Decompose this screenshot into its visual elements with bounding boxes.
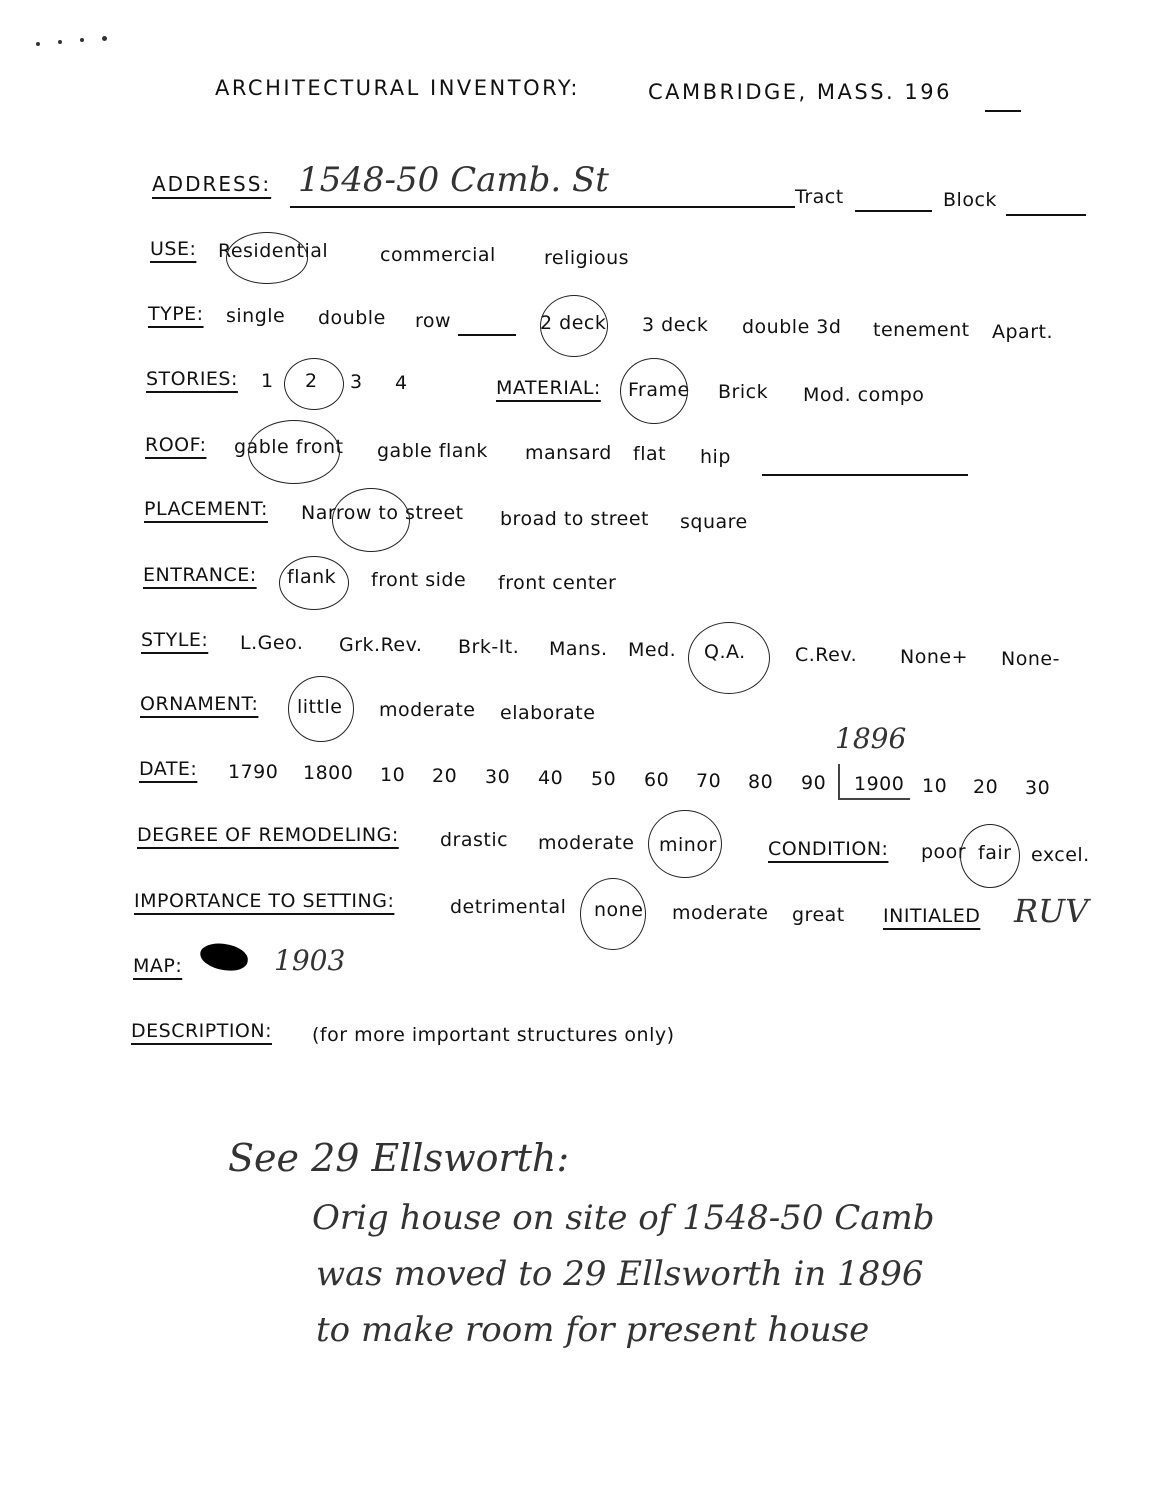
remodeling-option-drastic: drastic: [440, 829, 509, 851]
placement-option-broad: broad to street: [500, 508, 650, 530]
date-option-20: 20: [432, 765, 458, 787]
date-option-1930: 30: [1025, 777, 1051, 799]
roof-option-flat: flat: [633, 443, 667, 465]
placement-label: PLACEMENT:: [144, 498, 268, 520]
block-line: [1006, 214, 1086, 216]
style-option-grk-rev: Grk.Rev.: [339, 634, 423, 656]
style-option-l-geo: L.Geo.: [240, 632, 304, 654]
entrance-option-flank: flank: [287, 566, 337, 588]
description-note: (for more important structures only): [312, 1024, 675, 1046]
remodeling-selection-circle: [648, 810, 722, 878]
placement-option-square: square: [680, 511, 748, 533]
date-label: DATE:: [139, 758, 198, 780]
material-label: MATERIAL:: [496, 377, 601, 399]
description-label: DESCRIPTION:: [131, 1020, 273, 1042]
condition-label: CONDITION:: [768, 838, 889, 860]
date-option-90: 90: [801, 772, 827, 794]
style-selection-circle: [688, 622, 770, 694]
date-option-80: 80: [748, 771, 774, 793]
material-option-mod-compo: Mod. compo: [803, 384, 925, 406]
type-option-double: double: [318, 307, 386, 329]
style-option-med: Med.: [628, 639, 677, 661]
date-option-30: 30: [485, 766, 511, 788]
date-option-1910: 10: [922, 775, 948, 797]
date-option-1900: 1900: [854, 773, 905, 795]
stories-label: STORIES:: [146, 368, 238, 390]
type-option-2-deck: 2 deck: [540, 312, 607, 334]
style-option-brk-it: Brk-It.: [458, 636, 520, 658]
initialed-value: RUV: [1014, 892, 1089, 930]
entrance-selection-circle: [279, 556, 349, 610]
address-value: 1548-50 Camb. St: [298, 160, 609, 200]
type-label: TYPE:: [148, 303, 204, 325]
style-option-c-rev: C.Rev.: [795, 644, 858, 666]
importance-option-moderate: moderate: [672, 902, 769, 924]
importance-selection-circle: [580, 878, 646, 950]
ornament-option-elaborate: elaborate: [500, 702, 596, 724]
date-option-70: 70: [696, 770, 722, 792]
material-option-frame: Frame: [628, 379, 690, 401]
date-option-1790: 1790: [228, 761, 279, 783]
remodeling-option-moderate: moderate: [538, 832, 635, 854]
importance-option-great: great: [792, 904, 845, 926]
type-option-double-3d: double 3d: [742, 316, 842, 338]
description-line-1: See 29 Ellsworth:: [228, 1136, 570, 1180]
date-handwritten-year: 1896: [835, 722, 907, 755]
condition-selection-circle: [960, 824, 1020, 888]
description-line-4: to make room for present house: [316, 1310, 870, 1350]
type-option-single: single: [226, 305, 286, 327]
entrance-label: ENTRANCE:: [143, 564, 257, 586]
importance-option-none: none: [594, 899, 644, 921]
type-option-apart: Apart.: [992, 321, 1054, 343]
condition-option-excel: excel.: [1031, 844, 1090, 866]
type-selection-circle: [540, 295, 608, 357]
ornament-option-little: little: [297, 696, 343, 718]
roof-other-line: [762, 474, 968, 476]
year-blank-line: [985, 110, 1021, 112]
description-line-2: Orig house on site of 1548-50 Camb: [312, 1198, 935, 1238]
stories-selection-circle: [284, 358, 344, 410]
row-blank-line: [458, 334, 516, 336]
type-option-3-deck: 3 deck: [642, 314, 709, 336]
roof-option-gable-front: gable front: [234, 436, 344, 458]
address-line: [290, 206, 795, 208]
form-city: CAMBRIDGE, MASS. 196: [648, 80, 952, 104]
scan-speck: [102, 36, 107, 41]
placement-option-narrow: Narrow to street: [301, 502, 464, 524]
initialed-label: INITIALED: [883, 905, 981, 927]
date-selection-mark: [838, 764, 910, 800]
scan-speck: [58, 40, 62, 44]
type-option-tenement: tenement: [873, 319, 970, 341]
form-title: ARCHITECTURAL INVENTORY:: [215, 76, 580, 100]
roof-option-gable-flank: gable flank: [377, 440, 488, 462]
use-option-religious: religious: [544, 247, 630, 269]
roof-label: ROOF:: [145, 434, 207, 456]
date-option-1800: 1800: [303, 762, 354, 784]
condition-option-fair: fair: [978, 842, 1012, 864]
stories-option-2: 2: [305, 370, 318, 392]
placement-selection-circle: [332, 488, 410, 552]
importance-option-detrimental: detrimental: [450, 896, 567, 918]
ornament-label: ORNAMENT:: [140, 693, 259, 715]
stories-option-1: 1: [261, 370, 274, 392]
scan-speck: [36, 42, 40, 46]
remodeling-label: DEGREE OF REMODELING:: [137, 824, 399, 846]
style-option-none-plus: None+: [900, 646, 968, 668]
scan-speck: [80, 38, 84, 42]
ornament-selection-circle: [288, 676, 354, 742]
style-option-none-minus: None-: [1001, 648, 1060, 670]
date-option-10: 10: [380, 764, 406, 786]
style-option-qa: Q.A.: [704, 641, 746, 663]
use-option-residential: Residential: [218, 240, 329, 262]
roof-option-mansard: mansard: [525, 442, 612, 464]
date-option-50: 50: [591, 768, 617, 790]
ink-blot: [198, 941, 249, 973]
date-option-60: 60: [644, 769, 670, 791]
style-label: STYLE:: [141, 629, 209, 651]
roof-option-hip: hip: [700, 446, 731, 468]
condition-option-poor: poor: [921, 841, 967, 863]
tract-line: [855, 210, 932, 212]
remodeling-option-minor: minor: [659, 834, 717, 856]
type-option-row: row: [415, 310, 452, 332]
entrance-option-front-center: front center: [498, 572, 617, 594]
date-option-1920: 20: [973, 776, 999, 798]
importance-label: IMPORTANCE TO SETTING:: [134, 890, 395, 912]
style-option-mans: Mans.: [549, 638, 608, 660]
roof-selection-circle: [248, 420, 340, 484]
tract-label: Tract: [795, 186, 844, 208]
use-selection-circle: [226, 232, 308, 284]
material-option-brick: Brick: [718, 381, 769, 403]
block-label: Block: [943, 189, 997, 211]
use-option-commercial: commercial: [380, 244, 496, 266]
stories-option-4: 4: [395, 372, 408, 394]
entrance-option-front-side: front side: [371, 569, 467, 591]
map-value: 1903: [274, 944, 346, 977]
description-line-3: was moved to 29 Ellsworth in 1896: [316, 1254, 924, 1294]
stories-option-3: 3: [350, 371, 363, 393]
material-selection-circle: [620, 358, 688, 424]
ornament-option-moderate: moderate: [379, 699, 476, 721]
map-label: MAP:: [133, 955, 183, 977]
date-option-40: 40: [538, 767, 564, 789]
use-label: USE:: [150, 238, 197, 260]
address-label: ADDRESS:: [152, 172, 272, 196]
